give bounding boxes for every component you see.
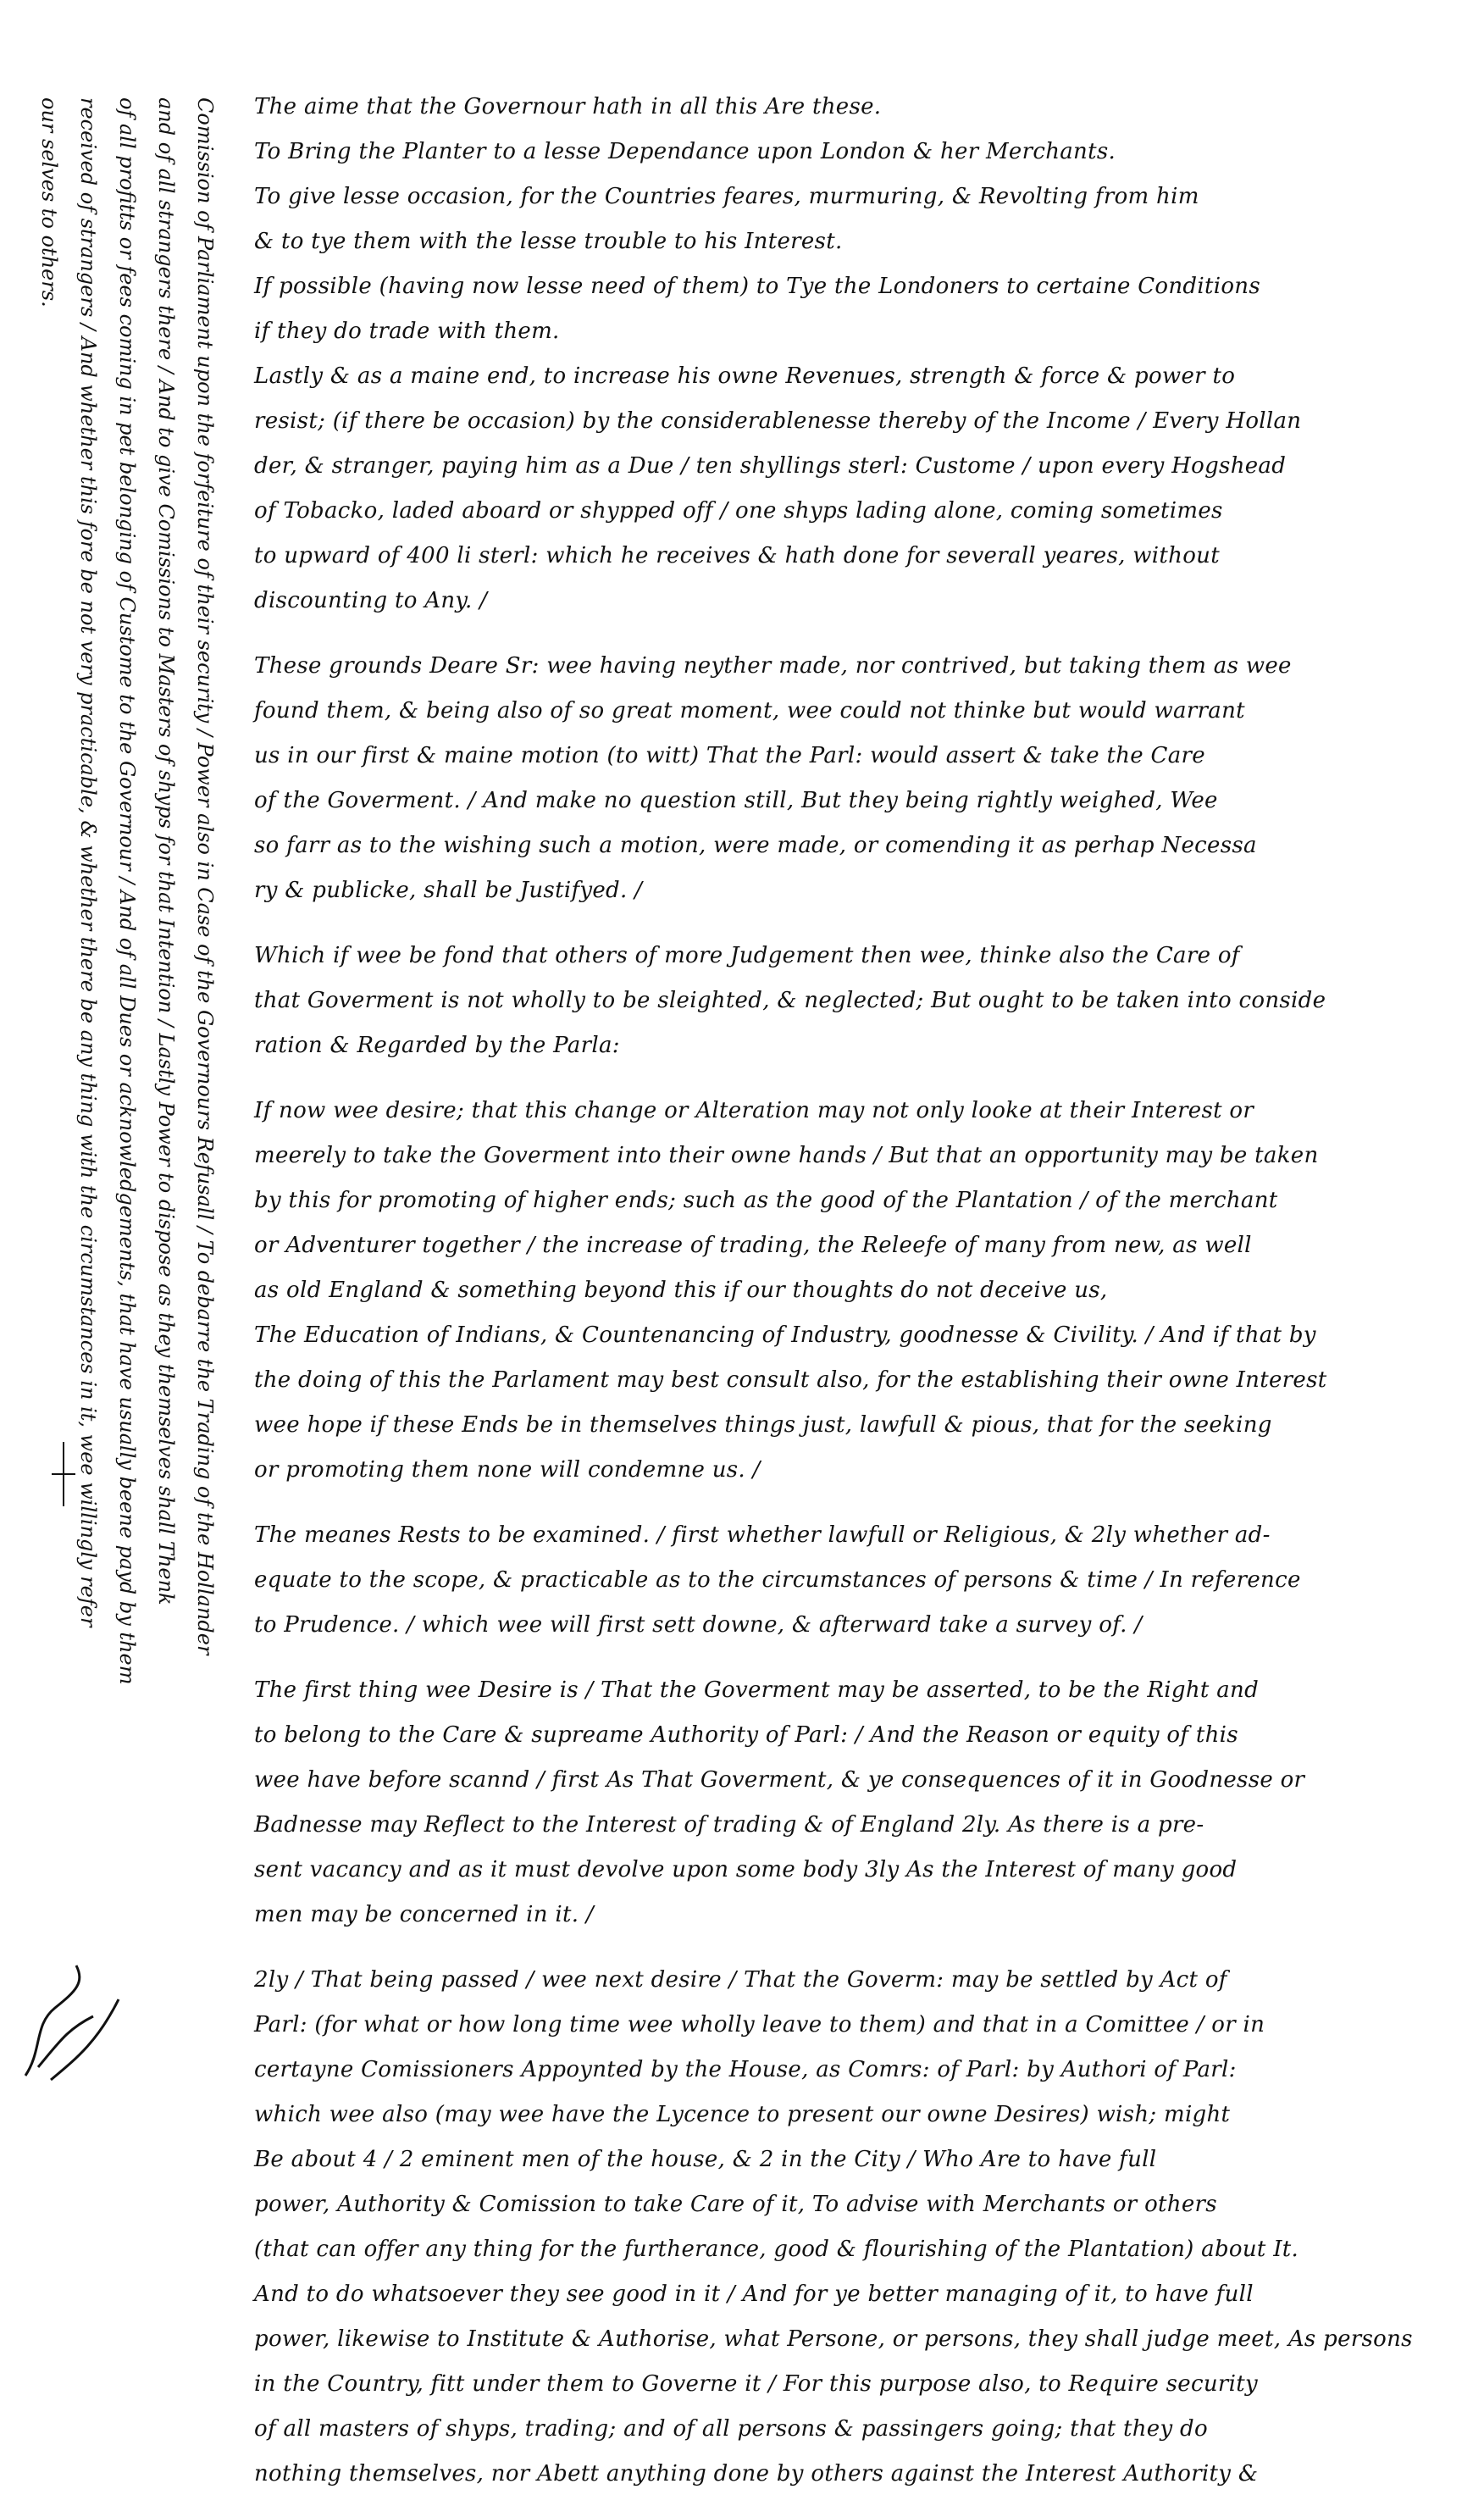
margin-note-line: received of strangers / And whether this fore be not very practicable, & whether there be any thing with the circumstances in it, wee willingly refer (76, 97, 100, 1627)
text-line: discounting to Any. / (254, 588, 488, 613)
text-line: ration & Regarded by the Parla: (254, 1033, 620, 1058)
paragraph-these-grounds (254, 644, 1381, 913)
text-line: equate to the scope, & practicable as to the circumstances of persons & time / In reference (254, 1567, 1301, 1593)
text-line: that Goverment is not wholly to be sleighted, & neglected; But ought to be taken into conside (254, 988, 1326, 1013)
text-line: If possible (having now lesse need of them) to Tye the Londoners to certaine Conditions (254, 274, 1260, 299)
paragraph-first-thing (254, 1668, 1381, 1938)
text-line: of all masters of shyps, trading; and of all persons & passingers going; that they do (254, 2416, 1208, 2442)
text-line: 2ly / That being passed / wee next desire / That the Goverm: may be settled by Act of (254, 1967, 1227, 1993)
ink-scribble-mark (17, 1949, 127, 2084)
paragraph-second-desire (254, 1958, 1413, 2497)
text-line: or promoting them none will condemne us. / (254, 1457, 761, 1483)
text-line: certayne Comissioners Appoynted by the House, as Comrs: of Parl: by Authori of Parl: (254, 2057, 1237, 2082)
text-line: found them, & being also of so great moment, wee could not thinke but would warrant (254, 698, 1245, 723)
text-line: The aime that the Governour hath in all this Are these. (254, 94, 882, 119)
text-line: by this for promoting of higher ends; such as the good of the Plantation / of the merchant (254, 1188, 1278, 1213)
paragraph-the-meanes (254, 1513, 1381, 1648)
margin-bracket-mark (47, 1440, 80, 1508)
text-line: If now wee desire; that this change or Alteration may not only looke at their Interest or (254, 1098, 1254, 1123)
text-line: To give lesse occasion, for the Countries feares, murmuring, & Revolting from him (254, 184, 1199, 209)
margin-note-line: of all profitts or fees coming in pet belonging of Custome to the Governour / And of all Dues or acknowledgements, that have usually beene payd by them (115, 97, 139, 1685)
text-line: resist; (if there be occasion) by the considerablenesse thereby of the Income / Every Hollan (254, 408, 1302, 434)
text-line: of the Goverment. / And make no question still, But they being rightly weighed, Wee (254, 788, 1218, 813)
paragraph-if-now-wee-desire (254, 1089, 1381, 1493)
text-line: The first thing wee Desire is / That the Goverment may be asserted, to be the Right and (254, 1677, 1260, 1703)
text-line: us in our first & maine motion (to witt) That the Parl: would assert & take the Care (254, 743, 1205, 768)
text-line: And to do whatsoever they see good in it / And for ye better managing of it, to have full (254, 2281, 1254, 2307)
text-line: to belong to the Care & supreame Authority of Parl: / And the Reason or equity of this (254, 1722, 1238, 1748)
text-line: sent vacancy and as it must devolve upon some body 3ly As the Interest of many good (254, 1857, 1238, 1882)
text-line: Be about 4 / 2 eminent men of the house, & 2 in the City / Who Are to have full (254, 2147, 1157, 2172)
text-line: To Bring the Planter to a lesse Dependance upon London & her Merchants. (254, 139, 1116, 164)
text-line: nothing themselves, nor Abett anything done by others against the Interest Authority & (254, 2461, 1259, 2487)
text-line: & to tye them with the lesse trouble to his Interest. (254, 229, 843, 254)
text-line: The meanes Rests to be examined. / first whether lawfull or Religious, & 2ly whether ad- (254, 1522, 1271, 1548)
text-line: power, likewise to Institute & Authorise, what Persone, or persons, they shall judge meet, As persons (254, 2326, 1413, 2352)
text-line: which wee also (may wee have the Lycence to present our owne Desires) wish; might (254, 2102, 1231, 2127)
text-line: to upward of 400 li sterl: which he receives & hath done for severall yeares, without (254, 543, 1220, 568)
text-line: of Tobacko, laded aboard or shypped off / one shyps lading alone, coming sometimes (254, 498, 1223, 524)
text-line: The Education of Indians, & Countenancing of Industry, goodnesse & Civility. / And if that by (254, 1322, 1316, 1348)
text-line: Lastly & as a maine end, to increase his owne Revenues, strength & force & power to (254, 363, 1236, 389)
text-line: so farr as to the wishing such a motion, were made, or comending it as perhap Necessa (254, 833, 1257, 858)
text-line: as old England & something beyond this if our thoughts do not deceive us, (254, 1278, 1108, 1303)
text-line: Parl: (for what or how long time wee wholly leave to them) and that in a Comittee / or in (254, 2012, 1265, 2037)
text-line: meerely to take the Goverment into their owne hands / But that an opportunity may be taken (254, 1143, 1319, 1168)
text-line: men may be concerned in it. / (254, 1902, 594, 1927)
text-line: the doing of this the Parlament may best consult also, for the establishing their owne Interest (254, 1367, 1327, 1393)
text-line: Which if wee be fond that others of more Judgement then wee, thinke also the Care of (254, 943, 1240, 968)
text-line: ry & publicke, shall be Justifyed. / (254, 878, 643, 903)
text-line: power, Authority & Comission to take Care of it, To advise with Merchants or others (254, 2192, 1217, 2217)
text-line: in the Country, fitt under them to Governe it / For this purpose also, to Require security (254, 2371, 1258, 2397)
text-line: or Adventurer together / the increase of trading, the Releefe of many from new, as well (254, 1233, 1252, 1258)
text-line: if they do trade with them. (254, 319, 560, 344)
margin-notes (37, 97, 224, 2097)
text-line: (that can offer any thing for the furtherance, good & flourishing of the Plantation) about It. (254, 2237, 1299, 2262)
text-line: Badnesse may Reflect to the Interest of trading & of England 2ly. As there is a pre- (254, 1812, 1204, 1838)
margin-note-line: and of all strangers there / And to give Comissions to Masters of shyps for that Intention / Lastly Power to dispose as they themselves shall Thenk (154, 97, 178, 1605)
text-line: wee have before scannd / first As That Goverment, & ye consequences of it in Goodnesse or (254, 1767, 1305, 1793)
text-line: to Prudence. / which wee will first sett downe, & afterward take a survey of. / (254, 1612, 1143, 1638)
margin-note-line: our selves to others. (37, 97, 61, 308)
margin-note-line: Comission of Parliament upon the forfeiture of their security / Power also in Case of the Governours Refusall / To debarre the Trading of the Hollander (193, 97, 217, 1655)
paragraph-which-if-wee (254, 934, 1381, 1068)
text-line: wee hope if these Ends be in themselves things just, lawfull & pious, that for the seeking (254, 1412, 1272, 1438)
text-line: der, & stranger, paying him as a Due / ten shyllings sterl: Custome / upon every Hogshead (254, 453, 1287, 479)
text-line: These grounds Deare Sr: wee having neyther made, nor contrived, but taking them as wee (254, 653, 1292, 679)
main-text (254, 85, 1413, 2517)
paragraph-governour-aims (254, 85, 1381, 624)
